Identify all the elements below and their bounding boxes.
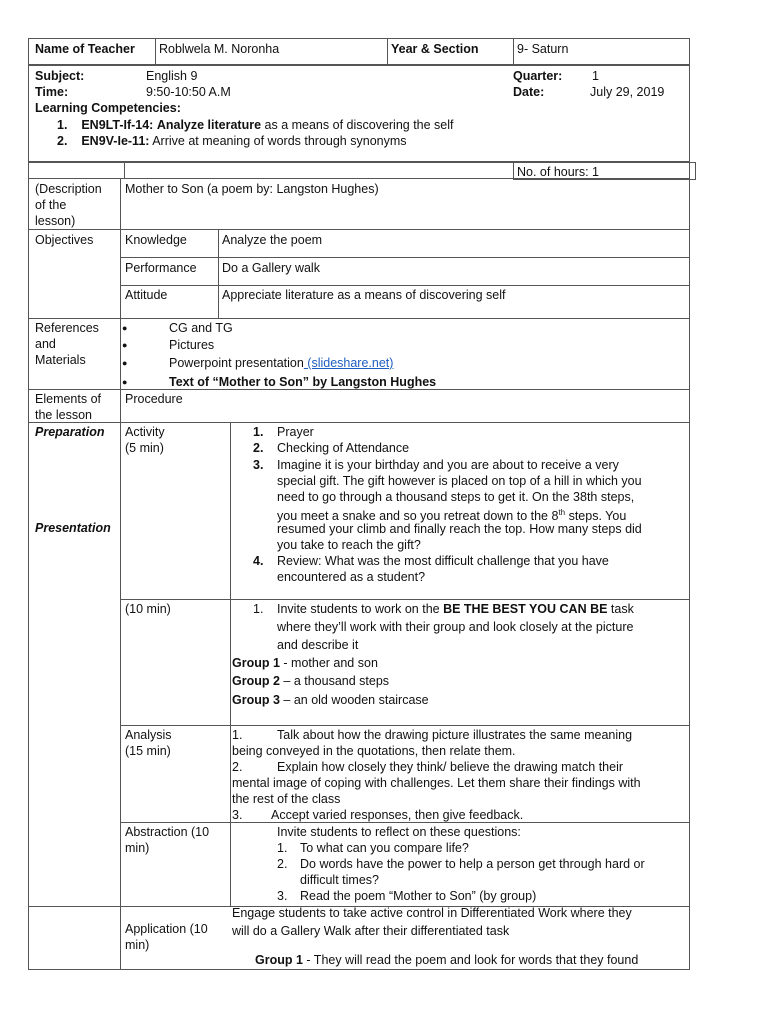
competencies-title: Learning Competencies: <box>35 101 181 115</box>
date-label: Date: <box>513 85 545 99</box>
quarter-label: Quarter: <box>513 69 563 83</box>
group-desc: – a thousand steps <box>279 674 390 688</box>
description-value: Mother to Son (a poem by: Langston Hughes) <box>125 182 379 196</box>
activity-item: Imagine it is your birthday and you are about to receive a very <box>277 458 619 472</box>
objective-value: Appreciate literature as a means of discovering self <box>222 288 506 302</box>
activity-item: encountered as a student? <box>277 570 426 584</box>
time-value: 9:50-10:50 A.M <box>146 85 231 99</box>
group-name: Group 1 <box>232 656 280 670</box>
abstraction-num: 2. <box>277 857 288 871</box>
abstraction-label-2: min) <box>125 841 150 855</box>
competency-code: EN9LT-If-14: <box>81 118 154 132</box>
subject-label: Subject: <box>35 69 85 83</box>
group-desc: - They will read the poem and look for words that they found <box>302 953 639 967</box>
competency-num: 1. <box>57 118 68 132</box>
year-section-label: Year & Section <box>391 42 479 56</box>
objective-value: Analyze the poem <box>222 233 323 247</box>
activity-num: 2. <box>253 441 264 455</box>
analysis-num: 1. <box>232 728 243 742</box>
description-label-3: lesson) <box>35 214 76 228</box>
references-label-1: References <box>35 321 99 335</box>
group-name: Group 1 <box>255 953 303 967</box>
competency-rest: as a means of discovering the self <box>261 118 454 132</box>
elements-label-1: Elements of <box>35 392 102 406</box>
bullet-icon: ● <box>122 340 128 350</box>
description-label-2: of the <box>35 198 67 212</box>
elements-value: Procedure <box>125 392 183 406</box>
application-line: Engage students to take active control in Differentiated Work where they <box>232 906 632 920</box>
competency-rest: Arrive at meaning of words through synonyms <box>149 134 407 148</box>
competency-num: 2. <box>57 134 68 148</box>
competency-item <box>57 133 407 149</box>
group-desc: – an old wooden staircase <box>279 693 429 707</box>
activity-label: Activity <box>125 425 165 439</box>
application-group <box>255 952 638 968</box>
preparation-label: Preparation <box>35 425 105 439</box>
group-line <box>232 692 429 708</box>
abstraction-label-1: Abstraction (10 <box>125 825 210 839</box>
task-line: where they’ll work with their group and look closely at the picture <box>277 620 634 634</box>
activity-item: resumed your climb and finally reach the top. How many steps did <box>277 522 642 536</box>
group-name: Group 3 <box>232 693 280 707</box>
group-line <box>232 655 378 671</box>
activity-text: steps. You <box>565 509 627 524</box>
objective-domain: Attitude <box>125 288 168 302</box>
task-text: Invite students to work on the <box>277 602 444 616</box>
competency-item <box>57 117 454 133</box>
reference-item: Pictures <box>169 338 215 352</box>
hours-value: No. of hours: 1 <box>517 165 599 179</box>
elements-label-2: the lesson <box>35 408 92 422</box>
application-line: will do a Gallery Walk after their differentiated task <box>232 924 510 938</box>
activity-item: Checking of Attendance <box>277 441 410 455</box>
task-line <box>277 601 634 617</box>
analysis-time: (15 min) <box>125 744 171 758</box>
activity-num: 3. <box>253 458 264 472</box>
analysis-line: Explain how closely they think/ believe the drawing match their <box>277 760 624 774</box>
analysis-label: Analysis <box>125 728 172 742</box>
group-desc: - mother and son <box>279 656 378 670</box>
date-value: July 29, 2019 <box>590 85 665 99</box>
time-label: Time: <box>35 85 69 99</box>
analysis-line: Talk about how the drawing picture illustrates the same meaning <box>277 728 633 742</box>
abstraction-item: To what can you compare life? <box>300 841 469 855</box>
abstraction-item: Read the poem “Mother to Son” (by group) <box>300 889 537 903</box>
analysis-line: the rest of the class <box>232 792 341 806</box>
analysis-line: being conveyed in the quotations, then relate them. <box>232 744 516 758</box>
description-label-1: (Description <box>35 182 102 196</box>
task-time: (10 min) <box>125 602 171 616</box>
application-label-2: min) <box>125 938 150 952</box>
task-line: and describe it <box>277 638 359 652</box>
analysis-line: Accept varied responses, then give feedback. <box>271 808 524 822</box>
reference-item: CG and TG <box>169 321 233 335</box>
bullet-icon: ● <box>122 377 128 387</box>
reference-text: Powerpoint presentation <box>169 356 304 370</box>
objective-domain: Performance <box>125 261 197 275</box>
slideshare-link[interactable]: (slideshare.net) <box>303 356 394 370</box>
activity-time: (5 min) <box>125 441 164 455</box>
references-label-3: Materials <box>35 353 86 367</box>
analysis-num: 2. <box>232 760 243 774</box>
group-name: Group 2 <box>232 674 280 688</box>
abstraction-item: difficult times? <box>300 873 379 887</box>
activity-text: you meet a snake and so you retreat down to the 8 <box>277 509 559 524</box>
objectives-label: Objectives <box>35 233 94 247</box>
task-num: 1. <box>253 602 264 616</box>
analysis-line: mental image of coping with challenges. Let them share their findings with <box>232 776 641 790</box>
teacher-value: Roblwela M. Noronha <box>159 42 280 56</box>
task-bold: BE THE BEST YOU CAN BE <box>443 602 608 616</box>
objective-domain: Knowledge <box>125 233 187 247</box>
teacher-label: Name of Teacher <box>35 42 135 56</box>
subject-value: English 9 <box>146 69 198 83</box>
task-text: task <box>607 602 634 616</box>
activity-item: Prayer <box>277 425 314 439</box>
abstraction-num: 3. <box>277 889 288 903</box>
analysis-num: 3. <box>232 808 243 822</box>
activity-item: Review: What was the most difficult challenge that you have <box>277 554 609 568</box>
presentation-label: Presentation <box>35 521 111 535</box>
abstraction-item: Do words have the power to help a person get through hard or <box>300 857 645 871</box>
application-label-1: Application (10 <box>125 922 208 936</box>
abstraction-intro: Invite students to reflect on these questions: <box>277 825 521 839</box>
reference-item: Text of “Mother to Son” by Langston Hughes <box>169 375 437 389</box>
activity-item: need to go through a thousand steps to get it. On the 38th steps, <box>277 490 635 504</box>
competency-bold: Analyze literature <box>156 118 262 132</box>
reference-item <box>169 355 393 371</box>
bullet-icon: ● <box>122 323 128 333</box>
bullet-icon: ● <box>122 358 128 368</box>
objective-value: Do a Gallery walk <box>222 261 320 275</box>
quarter-value: 1 <box>592 69 599 83</box>
activity-sup: th <box>558 508 566 517</box>
year-section-value: 9- Saturn <box>517 42 569 56</box>
references-label-2: and <box>35 337 56 351</box>
abstraction-num: 1. <box>277 841 288 855</box>
group-line <box>232 673 389 689</box>
activity-num: 1. <box>253 425 264 439</box>
activity-item: special gift. The gift however is placed on top of a hill in which you <box>277 474 642 488</box>
competency-code: EN9V-Ie-11: <box>81 134 150 148</box>
activity-item: you take to reach the gift? <box>277 538 421 552</box>
activity-num: 4. <box>253 554 264 568</box>
